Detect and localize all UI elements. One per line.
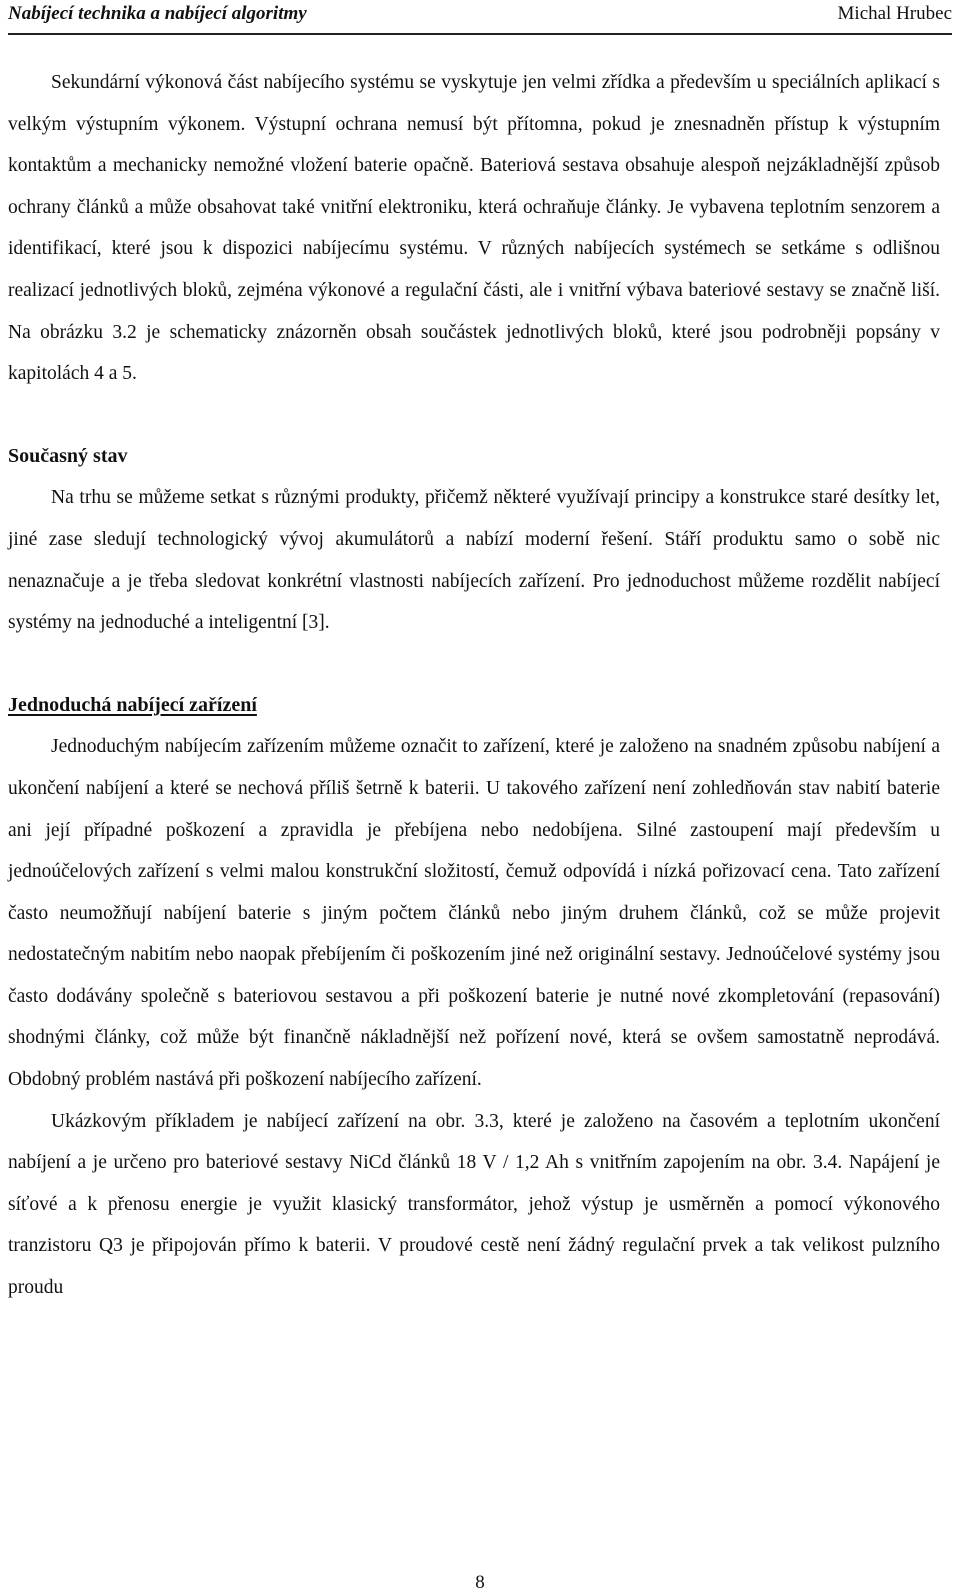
section-heading-current-state: Současný stav <box>8 444 128 467</box>
running-header <box>8 0 952 35</box>
section-heading-simple-chargers-text: Jednoduchá nabíjecí zařízení <box>8 693 257 716</box>
page-number: 8 <box>475 1572 485 1593</box>
paragraph-simple-chargers: Jednoduchým nabíjecím zařízením můžeme označit to zařízení, které je založeno na snadném způsobu nabíjení a ukončení nabíjení a které se nechová příliš šetrně k baterii. U takového zařízení není zohledňován stav nabití baterie ani její případné poškození a zpravidla je přebíjena nebo nedobíjena. Silné zastoupení mají především u jednoúčelových zařízení s velmi malou konstrukční složitostí, čemuž odpovídá i nízká pořizovací cena. Tato zařízení často neumožňují nabíjení baterie s jiným počtem článků nebo jiným druhem článků, což se může projevit nedostatečným nabitím nebo naopak přebíjením či poškozením jiné než originální sestavy. Jednoúčelové systémy jsou často dodávány společně s bateriovou sestavou a při poškození baterie je nutné nové zkompletování (repasování) shodnými články, což může být finančně nákladnější než pořízení nové, která se ovšem samostatně neprodává. Obdobný problém nastává při poškození nabíjecího zařízení. <box>8 736 940 1091</box>
paragraph-market: Na trhu se můžeme setkat s různými produkty, přičemž některé využívají principy a konstrukce staré desítky let, jiné zase sledují technologický vývoj akumulátorů a nabízí moderní řešení. Stáří produktu samo o sobě nic nenaznačuje a je třeba sledovat konkrétní vlastnosti nabíjecích zařízení. Pro jednoduchost můžeme rozdělit nabíjecí systémy na jednoduché a inteligentní [3]. <box>8 487 940 634</box>
author-name: Michal Hrubec <box>837 3 952 24</box>
document-title: Nabíjecí technika a nabíjecí algoritmy <box>8 3 307 24</box>
page-body <box>8 62 940 1309</box>
paragraph-example-charger: Ukázkovým příkladem je nabíjecí zařízení na obr. 3.3, které je založeno na časovém a teplotním ukončení nabíjení a je určeno pro bateriové sestavy NiCd článků 18 V / 1,2 Ah s vnitřním zapojením na obr. 3.4. Napájení je síťové a k přenosu energie je využit klasický transformátor, jehož výstup je usměrněn a pomocí výkonového tranzistoru Q3 je připojován přímo k baterii. V proudové cestě není žádný regulační prvek a tak velikost pulzního proudu <box>8 1110 940 1299</box>
paragraph-secondary-power: Sekundární výkonová část nabíjecího systému se vyskytuje jen velmi zřídka a především u speciálních aplikací s velkým výstupním výkonem. Výstupní ochrana nemusí být přítomna, pokud je znesnadněn přístup k výstupním kontaktům a mechanicky nemožné vložení baterie opačně. Bateriová sestava obsahuje alespoň nejzákladnější způsob ochrany článků a může obsahovat také vnitřní elektroniku, která ochraňuje články. Je vybavena teplotním senzorem a identifikací, které jsou k dispozici nabíjecímu systému. V různých nabíjecích systémech se setkáme s odlišnou realizací jednotlivých bloků, zejména výkonové a regulační části, ale i vnitřní výbava bateriové sestavy se značně liší. Na obrázku 3.2 je schematicky znázorněn obsah součástek jednotlivých bloků, které jsou podrobněji popsány v kapitolách 4 a 5. <box>8 72 940 385</box>
section-heading-simple-chargers <box>8 685 940 727</box>
